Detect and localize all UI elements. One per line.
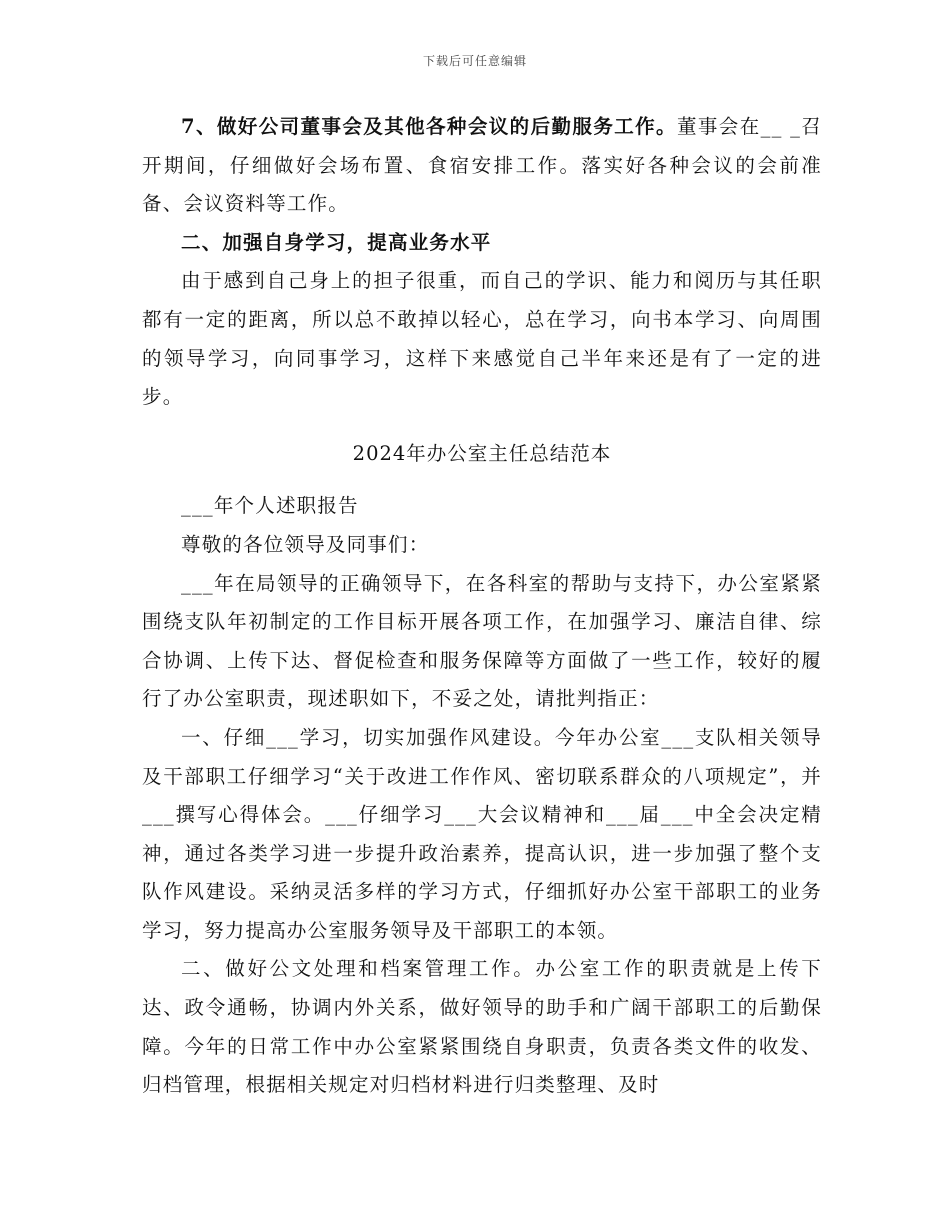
item-7-text: 董事会在__ _召开期间，仔细做好会场布置、食宿安排工作。落实好各种会议的会前准备、会议资料等工作。: [142, 115, 822, 216]
item-7-paragraph: [142, 108, 822, 224]
report-title: ___年个人述职报告: [181, 494, 359, 518]
item-7-lead: 7、做好公司董事会及其他各种会议的后勤服务工作。: [181, 115, 677, 138]
page-header-note: 下载后可任意编辑: [422, 54, 527, 68]
section-heading-study: 二、加强自身学习，提高业务水平: [181, 230, 492, 254]
study-paragraph: 由于感到自己身上的担子很重，而自己的学识、能力和阅历与其任职都有一定的距离，所以总不敢掉以轻心，总在学习，向书本学习、向周围的领导学习，向同事学习，这样下来感觉自己半年来还是有了一定的进步。: [142, 269, 822, 409]
intro-paragraph: ___年在局领导的正确领导下，在各科室的帮助与支持下，办公室紧紧围绕支队年初制定的工作目标开展各项工作，在加强学习、廉洁自律、综合协调、上传下达、督促检查和服务保障等方面做了一些工作，较好的履行了办公室职责，现述职如下，不妥之处，请批判指正：: [142, 571, 822, 711]
salutation: 尊敬的各位领导及同事们：: [181, 532, 430, 556]
point-two-paragraph: 二、做好公文处理和档案管理工作。办公室工作的职责就是上传下达、政令通畅，协调内外关系，做好领导的助手和广阔干部职工的后勤保障。今年的日常工作中办公室紧紧围绕自身职责，负责各类文件的收发、归档管理，根据相关规定对归档材料进行归类整理、及时: [142, 957, 822, 1097]
document-body: [142, 108, 822, 1105]
document-title: 2024年办公室主任总结范本: [352, 441, 612, 465]
point-one-paragraph: 一、仔细___学习，切实加强作风建设。今年办公室___支队相关领导及干部职工仔细学习“关于改进工作作风、密切联系群众的八项规定”，并___撰写心得体会。___仔细学习___大会议精神和___届___中全会决定精神，通过各类学习进一步提升政治素养，提高认识，进一步加强了整个支队作风建设。采纳灵活多样的学习方式，仔细抓好办公室干部职工的业务学习，努力提高办公室服务领导及干部职工的本领。: [142, 725, 822, 942]
